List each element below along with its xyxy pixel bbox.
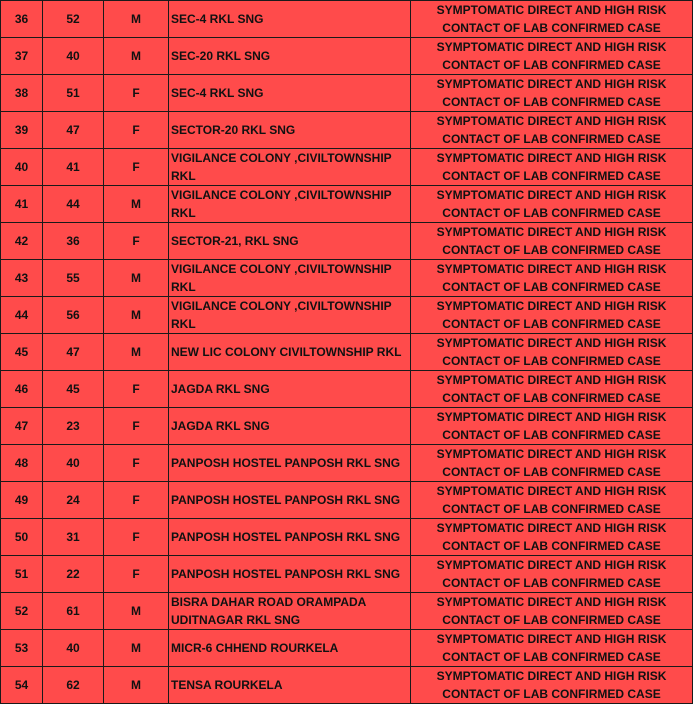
address: PANPOSH HOSTEL PANPOSH RKL SNG [171, 567, 401, 581]
age-cell[interactable] [43, 556, 104, 593]
status-cell[interactable] [411, 371, 693, 408]
table-row [1, 186, 693, 223]
status-cell[interactable] [411, 408, 693, 445]
sex-cell[interactable] [104, 297, 169, 334]
age: 47 [66, 345, 80, 359]
address: VIGILANCE COLONY ,CIVILTOWNSHIP RKL [171, 188, 392, 220]
table-row [1, 445, 693, 482]
status-cell[interactable] [411, 75, 693, 112]
status-line-2: CONTACT OF LAB CONFIRMED CASE [442, 650, 661, 664]
status-line-2: CONTACT OF LAB CONFIRMED CASE [442, 21, 661, 35]
address-cell[interactable] [169, 149, 411, 186]
address-cell[interactable] [169, 75, 411, 112]
serial-number: 51 [14, 567, 29, 581]
table-row [1, 112, 693, 149]
serial-number-cell[interactable] [1, 667, 43, 704]
sex: M [131, 12, 141, 26]
sex: F [132, 160, 140, 174]
age: 47 [66, 123, 80, 137]
age-cell[interactable] [43, 593, 104, 630]
status-cell[interactable] [411, 667, 693, 704]
address-cell[interactable] [169, 1, 411, 38]
address: VIGILANCE COLONY ,CIVILTOWNSHIP RKL [171, 151, 392, 183]
serial-number-cell[interactable] [1, 223, 43, 260]
status-line-2: CONTACT OF LAB CONFIRMED CASE [442, 243, 661, 257]
age: 31 [66, 530, 80, 544]
age-cell[interactable] [43, 112, 104, 149]
sex: M [131, 271, 141, 285]
status-line-2: CONTACT OF LAB CONFIRMED CASE [442, 428, 661, 442]
sex: F [132, 567, 140, 581]
address-cell[interactable] [169, 667, 411, 704]
serial-number-cell[interactable] [1, 630, 43, 667]
address: SECTOR-20 RKL SNG [171, 123, 296, 137]
status-line-2: CONTACT OF LAB CONFIRMED CASE [442, 502, 661, 516]
status-cell[interactable] [411, 482, 693, 519]
age: 44 [66, 197, 80, 211]
status-cell[interactable] [411, 223, 693, 260]
table-row [1, 371, 693, 408]
serial-number-cell[interactable] [1, 556, 43, 593]
status-line-2: CONTACT OF LAB CONFIRMED CASE [442, 58, 661, 72]
serial-number-cell[interactable] [1, 186, 43, 223]
status-cell[interactable] [411, 112, 693, 149]
serial-number: 53 [14, 641, 29, 655]
address: PANPOSH HOSTEL PANPOSH RKL SNG [171, 493, 401, 507]
age: 62 [66, 678, 80, 692]
table-row [1, 1, 693, 38]
status-line-2: CONTACT OF LAB CONFIRMED CASE [442, 317, 661, 331]
serial-number: 36 [14, 12, 29, 26]
serial-number: 48 [14, 456, 29, 470]
sex: M [131, 641, 141, 655]
age-cell[interactable] [43, 519, 104, 556]
sex: M [131, 308, 141, 322]
address-cell[interactable] [169, 630, 411, 667]
address-cell[interactable] [169, 593, 411, 630]
serial-number: 40 [14, 160, 29, 174]
serial-number-cell[interactable] [1, 445, 43, 482]
sex-cell[interactable] [104, 445, 169, 482]
sex-cell[interactable] [104, 260, 169, 297]
sex-cell[interactable] [104, 38, 169, 75]
status-cell[interactable] [411, 445, 693, 482]
status-line-1: SYMPTOMATIC DIRECT AND HIGH RISK [436, 484, 667, 498]
serial-number-cell[interactable] [1, 593, 43, 630]
sex-cell[interactable] [104, 223, 169, 260]
status-cell[interactable] [411, 186, 693, 223]
serial-number: 46 [14, 382, 29, 396]
table-row [1, 223, 693, 260]
age: 55 [66, 271, 80, 285]
serial-number-cell[interactable] [1, 334, 43, 371]
address-cell[interactable] [169, 519, 411, 556]
sex: F [132, 123, 140, 137]
serial-number: 39 [14, 123, 29, 137]
age: 51 [66, 86, 80, 100]
serial-number: 47 [14, 419, 29, 433]
sex-cell[interactable] [104, 408, 169, 445]
serial-number-cell[interactable] [1, 371, 43, 408]
age: 40 [66, 641, 80, 655]
sex: F [132, 419, 140, 433]
address-cell[interactable] [169, 112, 411, 149]
sex-cell[interactable] [104, 186, 169, 223]
address: TENSA ROURKELA [171, 678, 283, 692]
status-cell[interactable] [411, 1, 693, 38]
table-row [1, 556, 693, 593]
age-cell[interactable] [43, 408, 104, 445]
address: PANPOSH HOSTEL PANPOSH RKL SNG [171, 456, 401, 470]
age-cell[interactable] [43, 482, 104, 519]
serial-number: 43 [14, 271, 29, 285]
case-table-body [1, 1, 693, 704]
serial-number-cell[interactable] [1, 1, 43, 38]
age-cell[interactable] [43, 1, 104, 38]
sex: M [131, 604, 141, 618]
status-line-1: SYMPTOMATIC DIRECT AND HIGH RISK [436, 447, 667, 461]
sex: M [131, 49, 141, 63]
sex-cell[interactable] [104, 334, 169, 371]
status-line-1: SYMPTOMATIC DIRECT AND HIGH RISK [436, 558, 667, 572]
status-cell[interactable] [411, 260, 693, 297]
status-line-2: CONTACT OF LAB CONFIRMED CASE [442, 687, 661, 701]
serial-number-cell[interactable] [1, 260, 43, 297]
status-line-2: CONTACT OF LAB CONFIRMED CASE [442, 539, 661, 553]
age: 23 [66, 419, 80, 433]
table-row [1, 667, 693, 704]
serial-number: 37 [14, 49, 29, 63]
status-line-2: CONTACT OF LAB CONFIRMED CASE [442, 613, 661, 627]
table-row [1, 38, 693, 75]
sex-cell[interactable] [104, 112, 169, 149]
age-cell[interactable] [43, 630, 104, 667]
serial-number: 52 [14, 604, 29, 618]
address-cell[interactable] [169, 260, 411, 297]
table-row [1, 334, 693, 371]
address: NEW LIC COLONY CIVILTOWNSHIP RKL [171, 345, 402, 359]
status-line-2: CONTACT OF LAB CONFIRMED CASE [442, 354, 661, 368]
status-line-2: CONTACT OF LAB CONFIRMED CASE [442, 95, 661, 109]
age: 40 [66, 456, 80, 470]
sex-cell[interactable] [104, 593, 169, 630]
status-line-1: SYMPTOMATIC DIRECT AND HIGH RISK [436, 77, 667, 91]
status-line-1: SYMPTOMATIC DIRECT AND HIGH RISK [436, 225, 667, 239]
sex-cell[interactable] [104, 75, 169, 112]
sex: F [132, 86, 140, 100]
status-line-1: SYMPTOMATIC DIRECT AND HIGH RISK [436, 3, 667, 17]
age-cell[interactable] [43, 186, 104, 223]
status-cell[interactable] [411, 593, 693, 630]
sex: F [132, 530, 140, 544]
age-cell[interactable] [43, 223, 104, 260]
sex: F [132, 493, 140, 507]
address: JAGDA RKL SNG [171, 419, 270, 433]
table-row [1, 75, 693, 112]
sex: M [131, 197, 141, 211]
address: SEC-4 RKL SNG [171, 86, 264, 100]
age: 45 [66, 382, 80, 396]
status-cell[interactable] [411, 334, 693, 371]
address: JAGDA RKL SNG [171, 382, 270, 396]
address-cell[interactable] [169, 223, 411, 260]
serial-number-cell[interactable] [1, 519, 43, 556]
status-line-1: SYMPTOMATIC DIRECT AND HIGH RISK [436, 373, 667, 387]
status-cell[interactable] [411, 297, 693, 334]
sex: F [132, 456, 140, 470]
age: 40 [66, 49, 80, 63]
status-line-2: CONTACT OF LAB CONFIRMED CASE [442, 576, 661, 590]
age-cell[interactable] [43, 149, 104, 186]
age-cell[interactable] [43, 334, 104, 371]
status-line-2: CONTACT OF LAB CONFIRMED CASE [442, 280, 661, 294]
table-row [1, 149, 693, 186]
sex-cell[interactable] [104, 667, 169, 704]
status-line-2: CONTACT OF LAB CONFIRMED CASE [442, 206, 661, 220]
status-line-1: SYMPTOMATIC DIRECT AND HIGH RISK [436, 669, 667, 683]
address-cell[interactable] [169, 297, 411, 334]
status-line-1: SYMPTOMATIC DIRECT AND HIGH RISK [436, 40, 667, 54]
age: 52 [66, 12, 80, 26]
age: 41 [66, 160, 80, 174]
serial-number-cell[interactable] [1, 408, 43, 445]
address-cell[interactable] [169, 38, 411, 75]
status-line-1: SYMPTOMATIC DIRECT AND HIGH RISK [436, 595, 667, 609]
address-cell[interactable] [169, 408, 411, 445]
status-cell[interactable] [411, 519, 693, 556]
sex-cell[interactable] [104, 149, 169, 186]
address: SEC-20 RKL SNG [171, 49, 271, 63]
sex-cell[interactable] [104, 556, 169, 593]
table-row [1, 519, 693, 556]
status-line-1: SYMPTOMATIC DIRECT AND HIGH RISK [436, 262, 667, 276]
status-line-1: SYMPTOMATIC DIRECT AND HIGH RISK [436, 114, 667, 128]
status-line-1: SYMPTOMATIC DIRECT AND HIGH RISK [436, 521, 667, 535]
table-row [1, 297, 693, 334]
table-row [1, 408, 693, 445]
status-cell[interactable] [411, 630, 693, 667]
age-cell[interactable] [43, 297, 104, 334]
status-line-2: CONTACT OF LAB CONFIRMED CASE [442, 465, 661, 479]
serial-number: 38 [14, 86, 29, 100]
address-cell[interactable] [169, 445, 411, 482]
status-cell[interactable] [411, 149, 693, 186]
status-line-1: SYMPTOMATIC DIRECT AND HIGH RISK [436, 151, 667, 165]
sex-cell[interactable] [104, 371, 169, 408]
serial-number: 54 [14, 678, 29, 692]
sex: M [131, 678, 141, 692]
age-cell[interactable] [43, 260, 104, 297]
status-line-1: SYMPTOMATIC DIRECT AND HIGH RISK [436, 188, 667, 202]
serial-number-cell[interactable] [1, 482, 43, 519]
table-row [1, 482, 693, 519]
status-line-2: CONTACT OF LAB CONFIRMED CASE [442, 391, 661, 405]
status-line-1: SYMPTOMATIC DIRECT AND HIGH RISK [436, 632, 667, 646]
age: 61 [66, 604, 80, 618]
address: MICR-6 CHHEND ROURKELA [171, 641, 339, 655]
serial-number: 49 [14, 493, 29, 507]
age: 24 [66, 493, 80, 507]
serial-number: 42 [14, 234, 29, 248]
serial-number: 50 [14, 530, 29, 544]
age: 56 [66, 308, 80, 322]
sex: F [132, 382, 140, 396]
serial-number-cell[interactable] [1, 38, 43, 75]
sex: M [131, 345, 141, 359]
serial-number: 45 [14, 345, 29, 359]
address-cell[interactable] [169, 334, 411, 371]
age-cell[interactable] [43, 371, 104, 408]
table-row [1, 260, 693, 297]
address: PANPOSH HOSTEL PANPOSH RKL SNG [171, 530, 401, 544]
address: BISRA DAHAR ROAD ORAMPADA UDITNAGAR RKL SNG [171, 595, 366, 627]
serial-number-cell[interactable] [1, 75, 43, 112]
age-cell[interactable] [43, 38, 104, 75]
sex-cell[interactable] [104, 482, 169, 519]
age-cell[interactable] [43, 667, 104, 704]
serial-number: 41 [14, 197, 29, 211]
serial-number: 44 [14, 308, 29, 322]
serial-number-cell[interactable] [1, 297, 43, 334]
address: SECTOR-21, RKL SNG [171, 234, 299, 248]
address: VIGILANCE COLONY ,CIVILTOWNSHIP RKL [171, 299, 392, 331]
status-line-1: SYMPTOMATIC DIRECT AND HIGH RISK [436, 299, 667, 313]
address: SEC-4 RKL SNG [171, 12, 264, 26]
status-line-2: CONTACT OF LAB CONFIRMED CASE [442, 132, 661, 146]
address-cell[interactable] [169, 186, 411, 223]
status-line-1: SYMPTOMATIC DIRECT AND HIGH RISK [436, 336, 667, 350]
serial-number-cell[interactable] [1, 149, 43, 186]
sex-cell[interactable] [104, 630, 169, 667]
table-row [1, 593, 693, 630]
address-cell[interactable] [169, 556, 411, 593]
status-cell[interactable] [411, 38, 693, 75]
serial-number-cell[interactable] [1, 112, 43, 149]
status-line-2: CONTACT OF LAB CONFIRMED CASE [442, 169, 661, 183]
sex: F [132, 234, 140, 248]
table-row [1, 630, 693, 667]
sex-cell[interactable] [104, 1, 169, 38]
age: 36 [66, 234, 80, 248]
address-cell[interactable] [169, 371, 411, 408]
sex-cell[interactable] [104, 519, 169, 556]
address-cell[interactable] [169, 482, 411, 519]
age: 22 [66, 567, 80, 581]
age-cell[interactable] [43, 75, 104, 112]
age-cell[interactable] [43, 445, 104, 482]
status-cell[interactable] [411, 556, 693, 593]
address: VIGILANCE COLONY ,CIVILTOWNSHIP RKL [171, 262, 392, 294]
status-line-1: SYMPTOMATIC DIRECT AND HIGH RISK [436, 410, 667, 424]
